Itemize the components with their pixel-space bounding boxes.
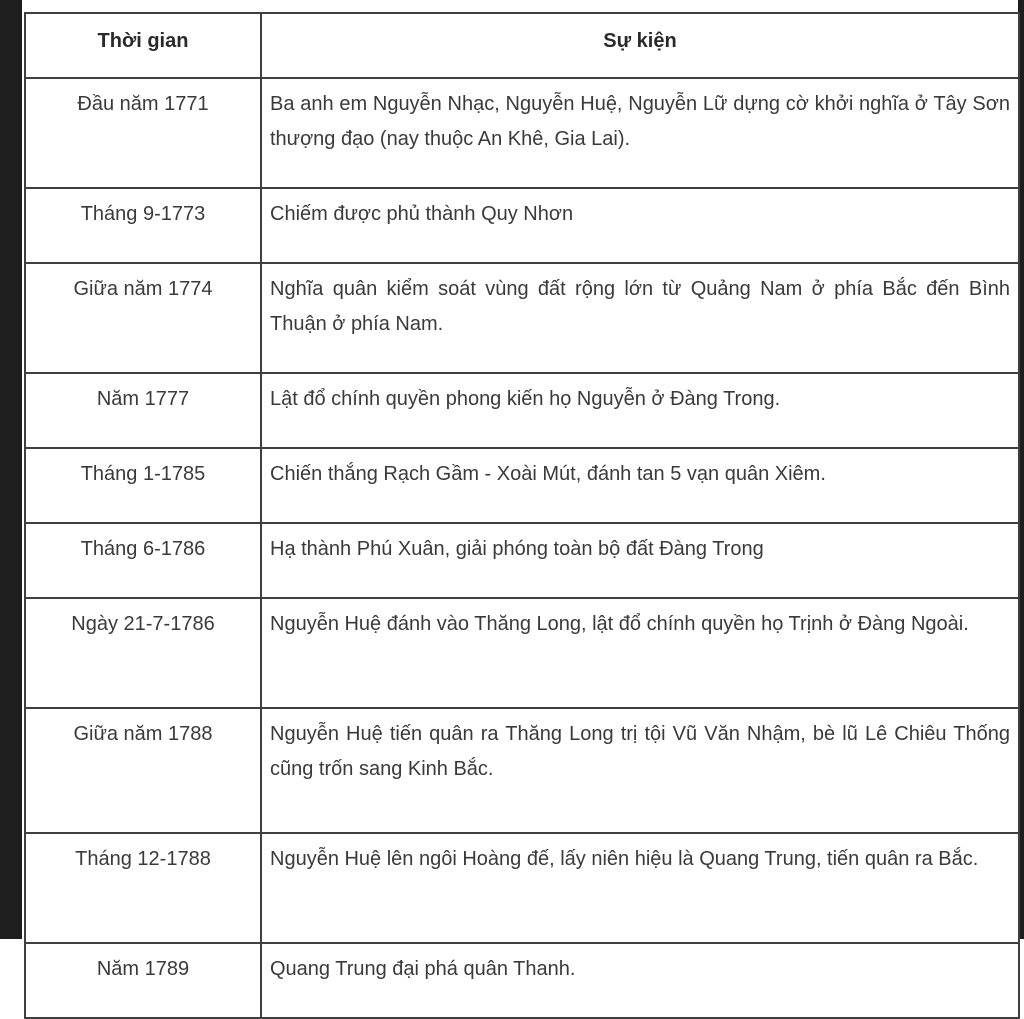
time-cell: Giữa năm 1774 — [25, 263, 261, 373]
table-row — [25, 943, 1019, 1018]
event-cell: Quang Trung đại phá quân Thanh. — [261, 943, 1019, 1018]
time-cell: Tháng 6-1786 — [25, 523, 261, 598]
event-cell: Nghĩa quân kiểm soát vùng đất rộng lớn từ Quảng Nam ở phía Bắc đến Bình Thuận ở phía Nam. — [261, 263, 1019, 373]
table-row — [25, 188, 1019, 263]
table-header — [25, 13, 1019, 78]
table-row — [25, 373, 1019, 448]
time-cell: Tháng 12-1788 — [25, 833, 261, 943]
time-cell: Năm 1789 — [25, 943, 261, 1018]
table-row — [25, 598, 1019, 708]
event-cell: Nguyễn Huệ lên ngôi Hoàng đế, lấy niên hiệu là Quang Trung, tiến quân ra Bắc. — [261, 833, 1019, 943]
table-row — [25, 448, 1019, 523]
time-cell: Tháng 9-1773 — [25, 188, 261, 263]
left-border-strip — [0, 0, 22, 939]
event-cell: Nguyễn Huệ tiến quân ra Thăng Long trị tội Vũ Văn Nhậm, bè lũ Lê Chiêu Thống cũng trốn sang Kinh Bắc. — [261, 708, 1019, 833]
table-row — [25, 263, 1019, 373]
table-body — [25, 78, 1019, 1018]
time-cell: Ngày 21-7-1786 — [25, 598, 261, 708]
header-time: Thời gian — [25, 13, 261, 78]
table-row — [25, 708, 1019, 833]
event-cell: Lật đổ chính quyền phong kiến họ Nguyễn ở Đàng Trong. — [261, 373, 1019, 448]
table-row — [25, 78, 1019, 188]
event-cell: Chiếm được phủ thành Quy Nhơn — [261, 188, 1019, 263]
time-cell: Năm 1777 — [25, 373, 261, 448]
time-cell: Đầu năm 1771 — [25, 78, 261, 188]
event-cell: Nguyễn Huệ đánh vào Thăng Long, lật đổ chính quyền họ Trịnh ở Đàng Ngoài. — [261, 598, 1019, 708]
timeline-table — [24, 12, 1020, 1019]
event-cell: Hạ thành Phú Xuân, giải phóng toàn bộ đất Đàng Trong — [261, 523, 1019, 598]
event-cell: Ba anh em Nguyễn Nhạc, Nguyễn Huệ, Nguyễn Lữ dựng cờ khởi nghĩa ở Tây Sơn thượng đạo (nay thuộc An Khê, Gia Lai). — [261, 78, 1019, 188]
header-row — [25, 13, 1019, 78]
time-cell: Giữa năm 1788 — [25, 708, 261, 833]
header-event: Sự kiện — [261, 13, 1019, 78]
table-row — [25, 523, 1019, 598]
time-cell: Tháng 1-1785 — [25, 448, 261, 523]
table-row — [25, 833, 1019, 943]
event-cell: Chiến thắng Rạch Gầm - Xoài Mút, đánh tan 5 vạn quân Xiêm. — [261, 448, 1019, 523]
